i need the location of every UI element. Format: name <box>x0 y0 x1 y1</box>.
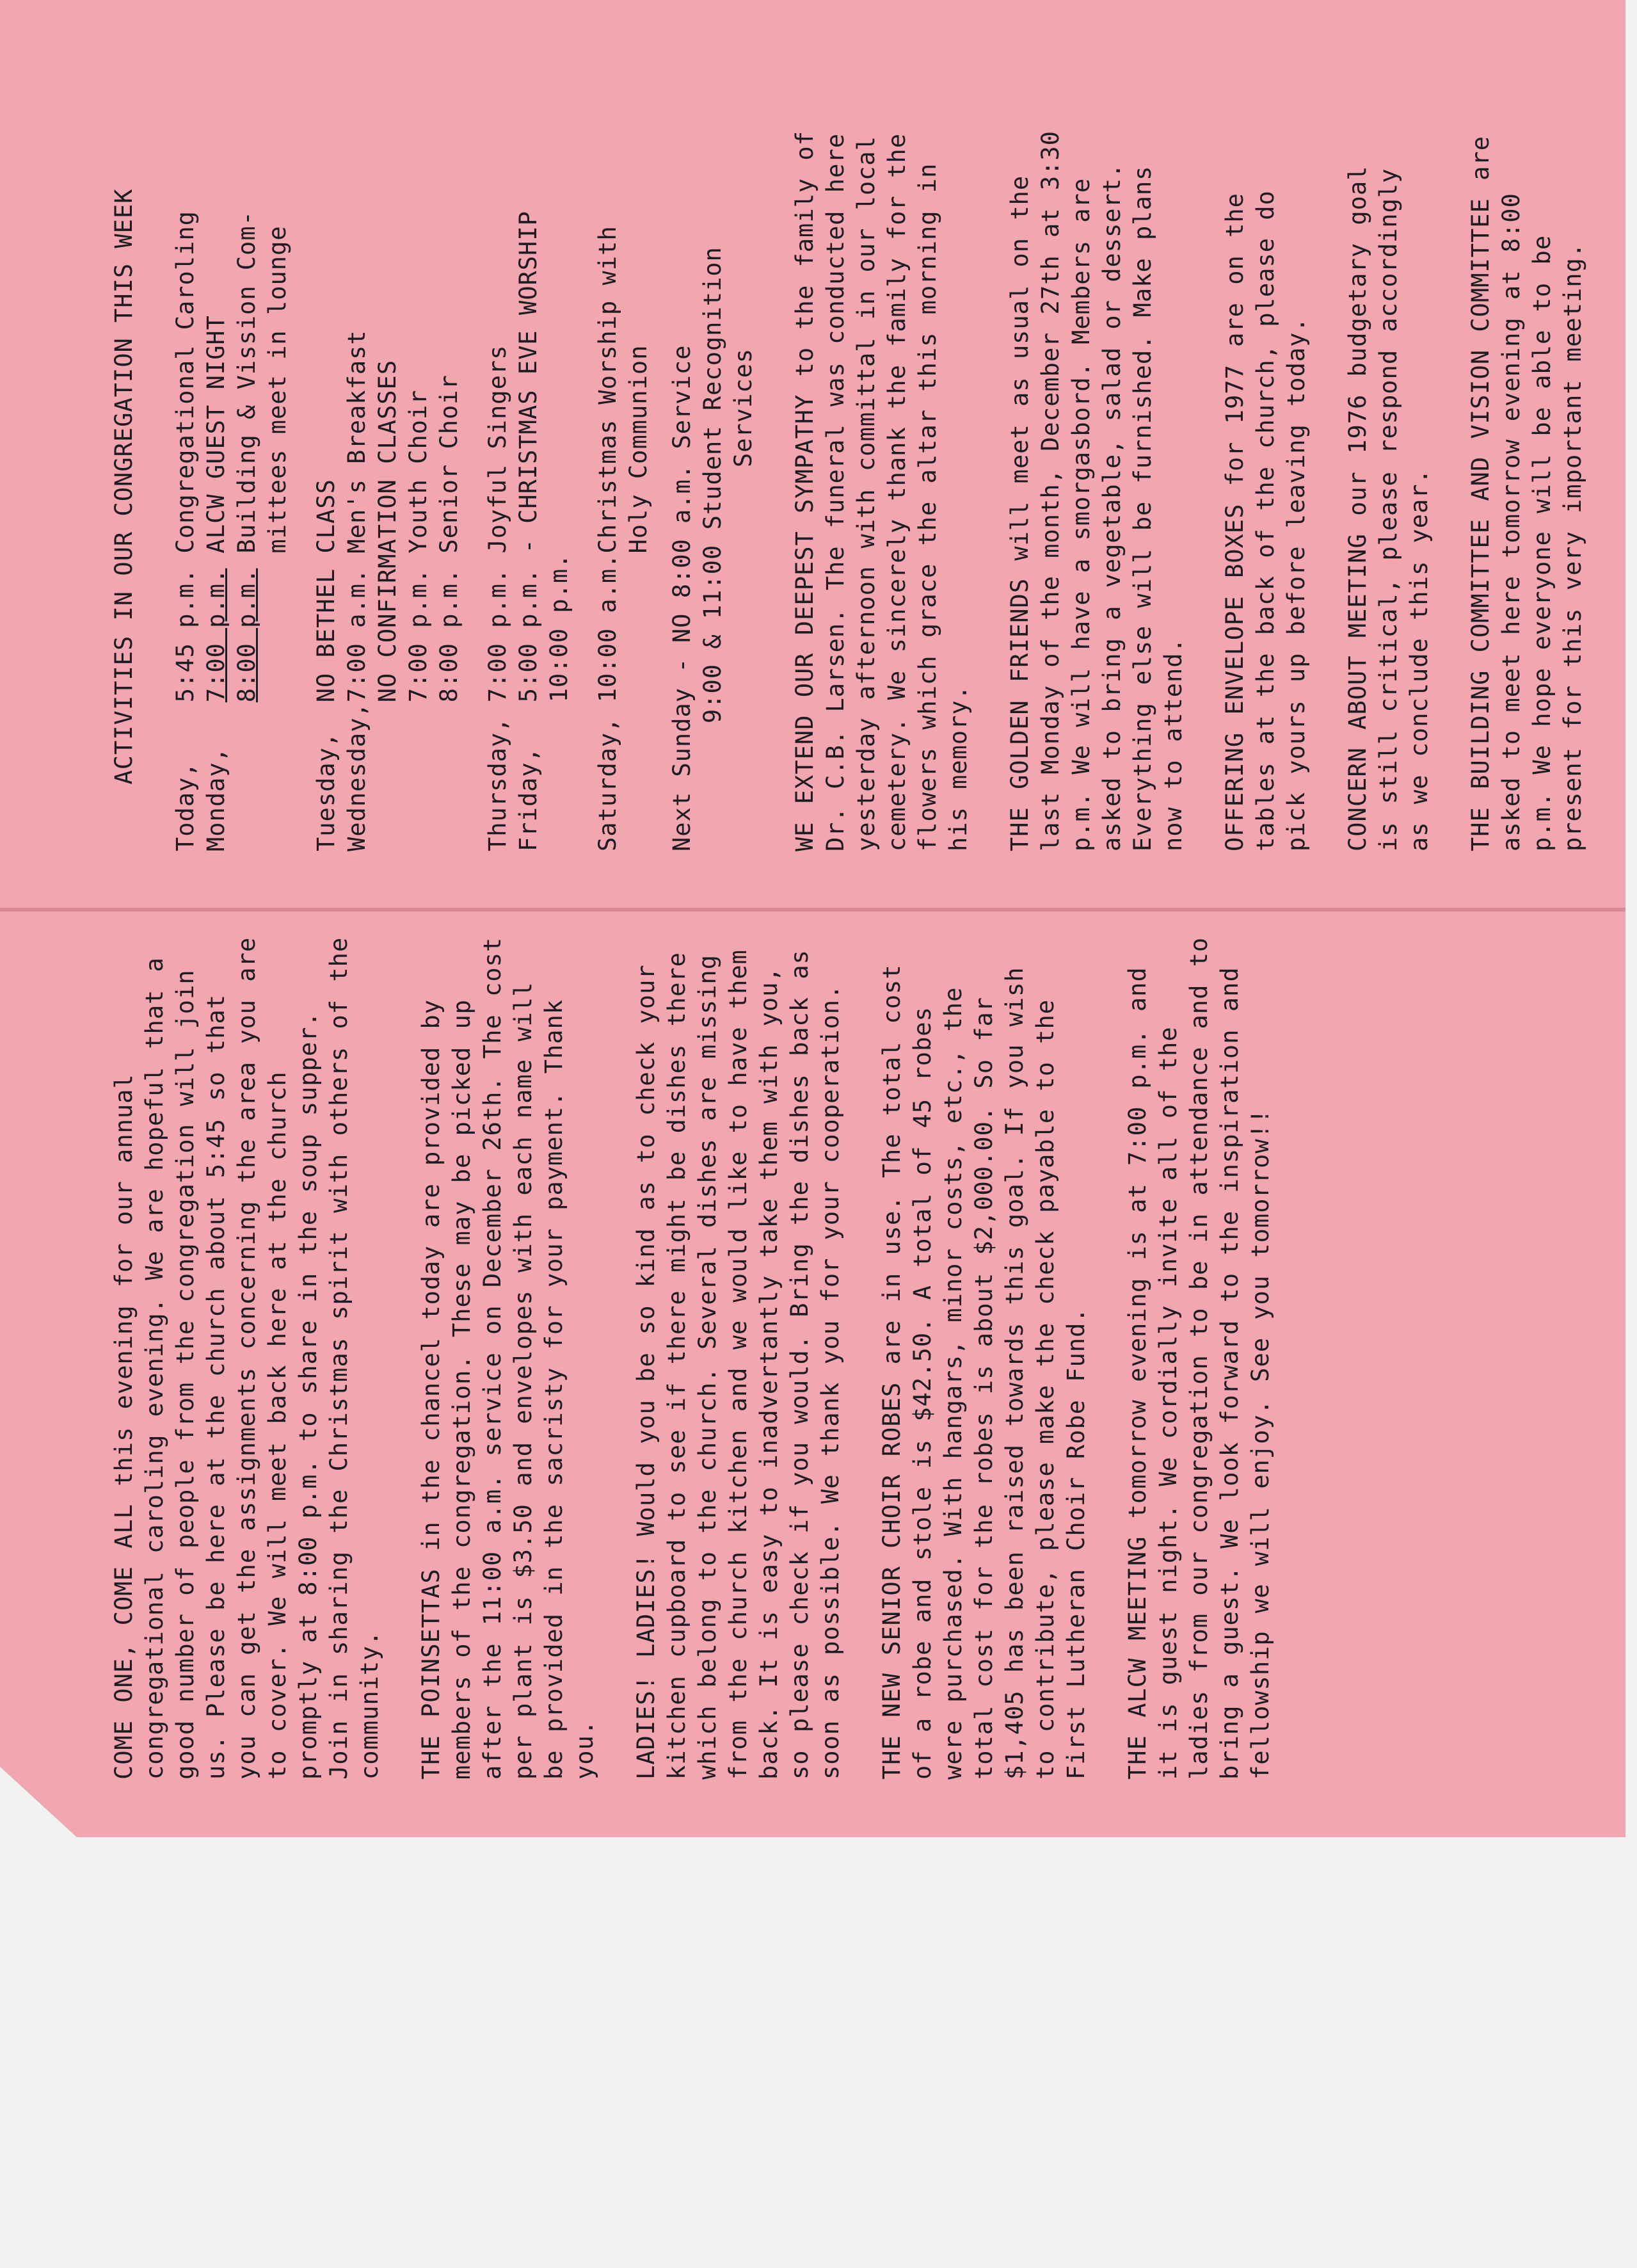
schedule-row <box>593 211 623 851</box>
schedule-event: Joyful Singers <box>484 344 511 554</box>
schedule-time: NO BETHEL CLASS <box>312 479 340 703</box>
activities-heading: ACTIVITIES IN OUR CONGREGATION THIS WEEK <box>110 188 138 785</box>
schedule-day: Thursday, <box>484 717 511 851</box>
schedule-day <box>372 702 403 851</box>
schedule-day: Friday, <box>515 747 542 851</box>
schedule-time: 5:00 p.m. <box>515 568 542 703</box>
schedule-row <box>201 211 232 851</box>
schedule-row <box>311 211 342 851</box>
poinsettas-lead: THE POINSETTAS <box>417 1568 445 1780</box>
announcements-panel <box>109 919 1307 1780</box>
schedule-row <box>372 211 403 851</box>
schedule-event: Youth Choir <box>404 389 432 554</box>
building-committee-notice <box>1465 118 1588 851</box>
schedule-gap-cell <box>293 211 311 851</box>
schedule-time: 7:00 p.m. <box>202 568 230 703</box>
schedule-row <box>403 211 434 851</box>
alcw-notice <box>1122 919 1276 1780</box>
schedule-day <box>262 702 293 851</box>
alcw-lead: THE ALCW MEETING <box>1124 1536 1151 1780</box>
schedule-gap <box>293 211 311 851</box>
schedule-time: 7:00 p.m. <box>404 568 432 703</box>
schedule-day <box>232 702 262 851</box>
schedule-event: Senior Choir <box>435 374 463 554</box>
ladies-lead: LADIES! LADIES! <box>632 1553 660 1780</box>
choir-robes-notice <box>877 935 1092 1780</box>
schedule-gap-cell <box>575 211 593 851</box>
schedule-row <box>623 211 654 851</box>
alcw-text: tomorrow evening is at 7:00 p.m. and it is guest night. We cordially invite all of the ladies from our congregation to be in attendance and to bring a guest. We look forward to the inspiration and fellowship we will enjoy. See you tomorrow!! <box>1124 919 1274 1780</box>
sympathy-lead: WE EXTEND OUR DEEPEST SYMPATHY <box>791 394 818 851</box>
next-sunday-line-1: Next Sunday - NO 8:00 a.m. Service <box>668 344 696 851</box>
schedule-row <box>434 211 465 851</box>
schedule-gap <box>575 211 593 851</box>
offering-lead: OFFERING ENVELOPE BOXES for 1977 <box>1221 364 1249 851</box>
schedule-row <box>170 211 201 851</box>
ladies-notice <box>631 931 846 1780</box>
schedule-time: 7:00 a.m. <box>343 568 371 703</box>
offering-notice <box>1220 122 1312 851</box>
schedule-day: Tuesday, <box>312 732 340 851</box>
page-fold <box>0 908 1625 912</box>
golden-friends-notice <box>1005 113 1189 851</box>
schedule-time <box>262 553 293 702</box>
building-committee-text: are asked to meet here tomorrow evening at 8:00 p.m. We hope everyone will be able to be present for this very important meeting. <box>1467 118 1586 851</box>
schedule-gap <box>465 211 483 851</box>
caroling-lead: COME ONE, COME ALL <box>110 1504 138 1780</box>
schedule-day <box>403 702 434 851</box>
offering-text: are on the tables at the back of the church, please do pick yours up before leaving today. <box>1221 172 1310 851</box>
choir-robes-text: are in use. The total cost of a robe and stole is $42.50. A total of 45 robes were purchased. With hangars, minor costs, etc., the total cost for the robes is about $2,000.00. So far $1,405 has been raised towards this goal. If you wish to contribute, please make the check payable to the First Lutheran Choir Robe Fund. <box>878 947 1090 1780</box>
schedule-time: 8:00 p.m. <box>435 568 463 703</box>
concern-lead: CONCERN ABOUT MEETING <box>1344 533 1371 851</box>
poinsettas-notice <box>416 919 600 1780</box>
schedule-day: Saturday, <box>594 717 621 851</box>
poinsettas-text: in the chancel today are provided by members of the congregation. These may be picked up after the 11:00 a.m. service on December 26th. The cost per plant is $3.50 and envelopes with each name will be provided in the sacristy for your payment. Thank you. <box>417 919 598 1780</box>
choir-robes-lead: THE NEW SENIOR CHOIR ROBES <box>878 1381 906 1780</box>
schedule-event: mittees meet in lounge <box>264 225 291 554</box>
schedule-gap-cell <box>465 211 483 851</box>
concern-notice <box>1343 122 1435 851</box>
schedule-time <box>623 553 654 702</box>
schedule-day <box>544 702 575 851</box>
golden-friends-text: will meet as usual on the last Monday of the month, December 27th at 3:30 p.m. We will have a smorgasbord. Members are asked to bring a vegetable, salad or dessert. Everything else will be furnished. Make plans now to attend. <box>1006 113 1187 851</box>
schedule-event: Men's Breakfast <box>343 330 371 554</box>
next-sunday-line-2: 9:00 & 11:00 Student Recognition <box>699 246 726 723</box>
schedule-day: Monday, <box>202 747 230 851</box>
schedule-event: Congregational Caroling <box>172 211 199 554</box>
golden-friends-lead: THE GOLDEN FRIENDS <box>1006 578 1034 851</box>
concern-text: our 1976 budgetary goal is still critical, please respond accordingly as we conclude this year. <box>1344 148 1433 851</box>
schedule-row <box>262 211 293 851</box>
next-sunday-line-3: Services <box>730 348 757 467</box>
schedule-event: ALCW GUEST NIGHT <box>202 315 230 554</box>
schedule-row <box>232 211 262 851</box>
schedule-time: 5:45 p.m. <box>172 568 199 703</box>
ladies-text: Would you be so kind as to check your kitchen cupboard to see if there might be dishes there which belong to the church. Several dishes are missing from the church kitchen and we would like to have them back. It is easy to inadvertantly take them with you, so please check if you would. Bring the dishes back as soon as possible. We thank you for your cooperation. <box>632 931 844 1780</box>
schedule-time: 10:00 a.m. <box>594 553 621 703</box>
schedule-event <box>544 211 575 553</box>
schedule-day: Today, <box>172 762 199 851</box>
building-committee-lead: THE BUILDING COMMITTEE AND VISION COMMITTEE <box>1467 198 1494 851</box>
sympathy-text: to the family of Dr. C.B. Larsen. The funeral was conducted here yesterday afternoon with committal in our local cemetery. We sincerely thank the family for the flowers which grace the altar this morning in his memory. <box>791 113 972 851</box>
schedule-time: 8:00 p.m. <box>233 568 260 703</box>
schedule-row <box>513 211 544 851</box>
sympathy-notice <box>790 113 974 851</box>
schedule-event: Holy Communion <box>625 344 652 554</box>
caroling-notice <box>109 919 385 1780</box>
schedule-event: - CHRISTMAS EVE WORSHIP <box>515 211 542 554</box>
schedule-day <box>434 702 465 851</box>
schedule-time: NO CONFIRMATION CLASSES <box>374 359 401 703</box>
schedule-event: Christmas Worship with <box>594 225 621 554</box>
schedule-row <box>544 211 575 851</box>
schedule-time: 10:00 p.m. <box>545 553 573 703</box>
schedule-table <box>170 211 654 851</box>
activities-panel <box>109 113 1619 851</box>
schedule-day: Wednesday, <box>343 702 371 851</box>
schedule-event: Building & Vission Com- <box>233 211 260 554</box>
schedule-day <box>623 702 654 851</box>
schedule-row <box>483 211 513 851</box>
schedule-row <box>342 211 372 851</box>
schedule-time: 7:00 p.m. <box>484 568 511 703</box>
caroling-text: this evening for our annual congregational caroling evening. We are hopeful that a good number of people from the congregation will join us. Please be here at the church about 5:45 so that you can get the assignments concerning the area you are to cover. We will meet back here at the church promptly at 8:00 p.m. to share in the soup supper. Join in sharing the Christmas spirit with others of the community. <box>110 919 383 1780</box>
